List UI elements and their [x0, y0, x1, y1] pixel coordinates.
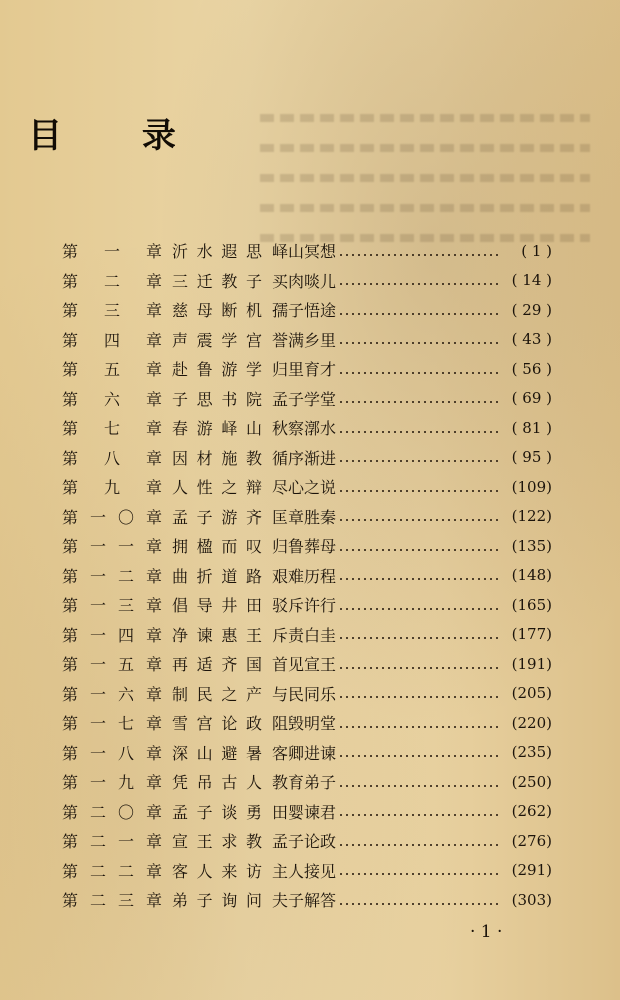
chapter-number: 第一〇章 — [62, 507, 162, 527]
toc-entry[interactable] — [62, 649, 552, 679]
chapter-title-first: 三迁教子 — [172, 271, 262, 291]
toc-entry[interactable] — [62, 502, 552, 532]
chapter-number: 第二章 — [62, 271, 162, 291]
chapter-title-second: 孟子论政 — [272, 832, 337, 852]
chapter-title-first: 子思书院 — [172, 389, 262, 409]
chapter-title-first: 倡导井田 — [172, 596, 262, 616]
toc-entry[interactable] — [62, 236, 552, 266]
chapter-title-second: 夫子解答 — [272, 891, 337, 911]
chapter-title-first: 制民之产 — [172, 684, 262, 704]
chapter-title-second: 匡章胜秦 — [272, 507, 337, 527]
chapter-title-first: 宣王求教 — [172, 832, 262, 852]
dot-leader — [338, 726, 500, 728]
chapter-title-second: 峄山冥想 — [272, 242, 337, 262]
toc-entry[interactable] — [62, 325, 552, 355]
chapter-number: 第一一章 — [62, 537, 162, 557]
chapter-title-second: 秋察漷水 — [272, 419, 337, 439]
chapter-title-first: 雪宫论政 — [172, 714, 262, 734]
chapter-title-first: 曲折道路 — [172, 566, 262, 586]
dot-leader — [338, 431, 500, 433]
dot-leader — [338, 814, 500, 816]
dot-leader — [338, 254, 500, 256]
dot-leader — [338, 903, 500, 905]
chapter-title-second: 艰难历程 — [272, 566, 337, 586]
entry-page-number: ( 81 ) — [511, 418, 552, 437]
entry-page-number: (220) — [511, 713, 552, 732]
chapter-number: 第一七章 — [62, 714, 162, 734]
dot-leader — [338, 490, 500, 492]
chapter-title-first: 净谏惠王 — [172, 625, 262, 645]
dot-leader — [338, 313, 500, 315]
chapter-title-second: 誉满乡里 — [272, 330, 337, 350]
chapter-title-second: 买肉啖儿 — [272, 271, 337, 291]
entry-page-number: (135) — [511, 536, 552, 555]
dot-leader — [338, 667, 500, 669]
chapter-number: 第二三章 — [62, 891, 162, 911]
toc-entry[interactable] — [62, 413, 552, 443]
chapter-title-second: 首见宣王 — [272, 655, 337, 675]
chapter-title-second: 孟子学堂 — [272, 389, 337, 409]
entry-page-number: (291) — [511, 861, 552, 880]
chapter-title-second: 主人接见 — [272, 861, 337, 881]
entry-page-number: (177) — [511, 625, 552, 644]
toc-entry[interactable] — [62, 354, 552, 384]
chapter-title-first: 声震学宫 — [172, 330, 262, 350]
entry-page-number: ( 43 ) — [511, 330, 552, 349]
chapter-title-second: 田婴谏君 — [272, 802, 337, 822]
toc-entry[interactable] — [62, 561, 552, 591]
entry-page-number: (109) — [511, 477, 552, 496]
chapter-title-second: 归里育才 — [272, 360, 337, 380]
chapter-title-first: 赴鲁游学 — [172, 360, 262, 380]
chapter-number: 第二二章 — [62, 861, 162, 881]
toc-entry[interactable] — [62, 797, 552, 827]
chapter-title-second: 阻毁明堂 — [272, 714, 337, 734]
chapter-title-first: 春游峄山 — [172, 419, 262, 439]
entry-page-number: (205) — [511, 684, 552, 703]
entry-page-number: (165) — [511, 595, 552, 614]
chapter-title-second: 教育弟子 — [272, 773, 337, 793]
toc-entry[interactable] — [62, 708, 552, 738]
chapter-title-first: 沂水遐思 — [172, 242, 262, 262]
dot-leader — [338, 873, 500, 875]
dot-leader — [338, 342, 500, 344]
chapter-title-first: 人性之辩 — [172, 478, 262, 498]
dot-leader — [338, 755, 500, 757]
chapter-title-first: 再适齐国 — [172, 655, 262, 675]
chapter-title-first: 弟子询问 — [172, 891, 262, 911]
toc-entry[interactable] — [62, 620, 552, 650]
table-of-contents — [62, 236, 552, 915]
chapter-number: 第一五章 — [62, 655, 162, 675]
toc-entry[interactable] — [62, 384, 552, 414]
dot-leader — [338, 608, 500, 610]
entry-page-number: (191) — [511, 654, 552, 673]
chapter-title-first: 凭吊古人 — [172, 773, 262, 793]
chapter-title-first: 客人来访 — [172, 861, 262, 881]
chapter-number: 第一六章 — [62, 684, 162, 704]
entry-page-number: ( 1 ) — [521, 241, 552, 260]
chapter-title-first: 因材施教 — [172, 448, 262, 468]
dot-leader — [338, 401, 500, 403]
chapter-title-second: 与民同乐 — [272, 684, 337, 704]
entry-page-number: (148) — [511, 566, 552, 585]
chapter-number: 第一二章 — [62, 566, 162, 586]
chapter-title-first: 拥楹而叹 — [172, 537, 262, 557]
page-title: 目 录 — [28, 116, 210, 156]
chapter-title-first: 孟子谈勇 — [172, 802, 262, 822]
chapter-number: 第四章 — [62, 330, 162, 350]
entry-page-number: (235) — [511, 743, 552, 762]
dot-leader — [338, 283, 500, 285]
toc-entry[interactable] — [62, 826, 552, 856]
dot-leader — [338, 578, 500, 580]
toc-entry[interactable] — [62, 443, 552, 473]
dot-leader — [338, 460, 500, 462]
chapter-number: 第一九章 — [62, 773, 162, 793]
entry-page-number: ( 14 ) — [511, 271, 552, 290]
entry-page-number: ( 56 ) — [511, 359, 552, 378]
dot-leader — [338, 696, 500, 698]
toc-entry[interactable] — [62, 472, 552, 502]
chapter-number: 第一章 — [62, 242, 162, 262]
entry-page-number: (250) — [511, 772, 552, 791]
chapter-title-second: 斥责白圭 — [272, 625, 337, 645]
chapter-number: 第九章 — [62, 478, 162, 498]
chapter-number: 第五章 — [62, 360, 162, 380]
entry-page-number: (303) — [511, 890, 552, 909]
toc-entry[interactable] — [62, 531, 552, 561]
chapter-number: 第二一章 — [62, 832, 162, 852]
entry-page-number: (276) — [511, 831, 552, 850]
toc-entry[interactable] — [62, 295, 552, 325]
chapter-number: 第七章 — [62, 419, 162, 439]
chapter-title-second: 客卿进谏 — [272, 743, 337, 763]
chapter-title-second: 驳斥许行 — [272, 596, 337, 616]
chapter-title-second: 循序渐进 — [272, 448, 337, 468]
toc-entry[interactable] — [62, 885, 552, 915]
toc-entry[interactable] — [62, 767, 552, 797]
chapter-title-first: 深山避暑 — [172, 743, 262, 763]
entry-page-number: ( 69 ) — [511, 389, 552, 408]
entry-page-number: ( 29 ) — [511, 300, 552, 319]
chapter-title-second: 孺子悟途 — [272, 301, 337, 321]
toc-entry[interactable] — [62, 738, 552, 768]
chapter-number: 第三章 — [62, 301, 162, 321]
chapter-title-second: 归鲁葬母 — [272, 537, 337, 557]
dot-leader — [338, 637, 500, 639]
page-number: · 1 · — [470, 922, 503, 942]
chapter-number: 第二〇章 — [62, 802, 162, 822]
entry-page-number: (262) — [511, 802, 552, 821]
toc-entry[interactable] — [62, 856, 552, 886]
chapter-number: 第一三章 — [62, 596, 162, 616]
dot-leader — [338, 844, 500, 846]
toc-entry[interactable] — [62, 590, 552, 620]
entry-page-number: ( 95 ) — [511, 448, 552, 467]
bleed-through-text — [260, 92, 590, 232]
chapter-number: 第一八章 — [62, 743, 162, 763]
chapter-number: 第六章 — [62, 389, 162, 409]
dot-leader — [338, 519, 500, 521]
dot-leader — [338, 549, 500, 551]
toc-entry[interactable] — [62, 266, 552, 296]
entry-page-number: (122) — [511, 507, 552, 526]
chapter-number: 第八章 — [62, 448, 162, 468]
chapter-title-second: 尽心之说 — [272, 478, 337, 498]
chapter-title-first: 孟子游齐 — [172, 507, 262, 527]
dot-leader — [338, 785, 500, 787]
dot-leader — [338, 372, 500, 374]
chapter-title-first: 慈母断机 — [172, 301, 262, 321]
toc-entry[interactable] — [62, 679, 552, 709]
chapter-number: 第一四章 — [62, 625, 162, 645]
